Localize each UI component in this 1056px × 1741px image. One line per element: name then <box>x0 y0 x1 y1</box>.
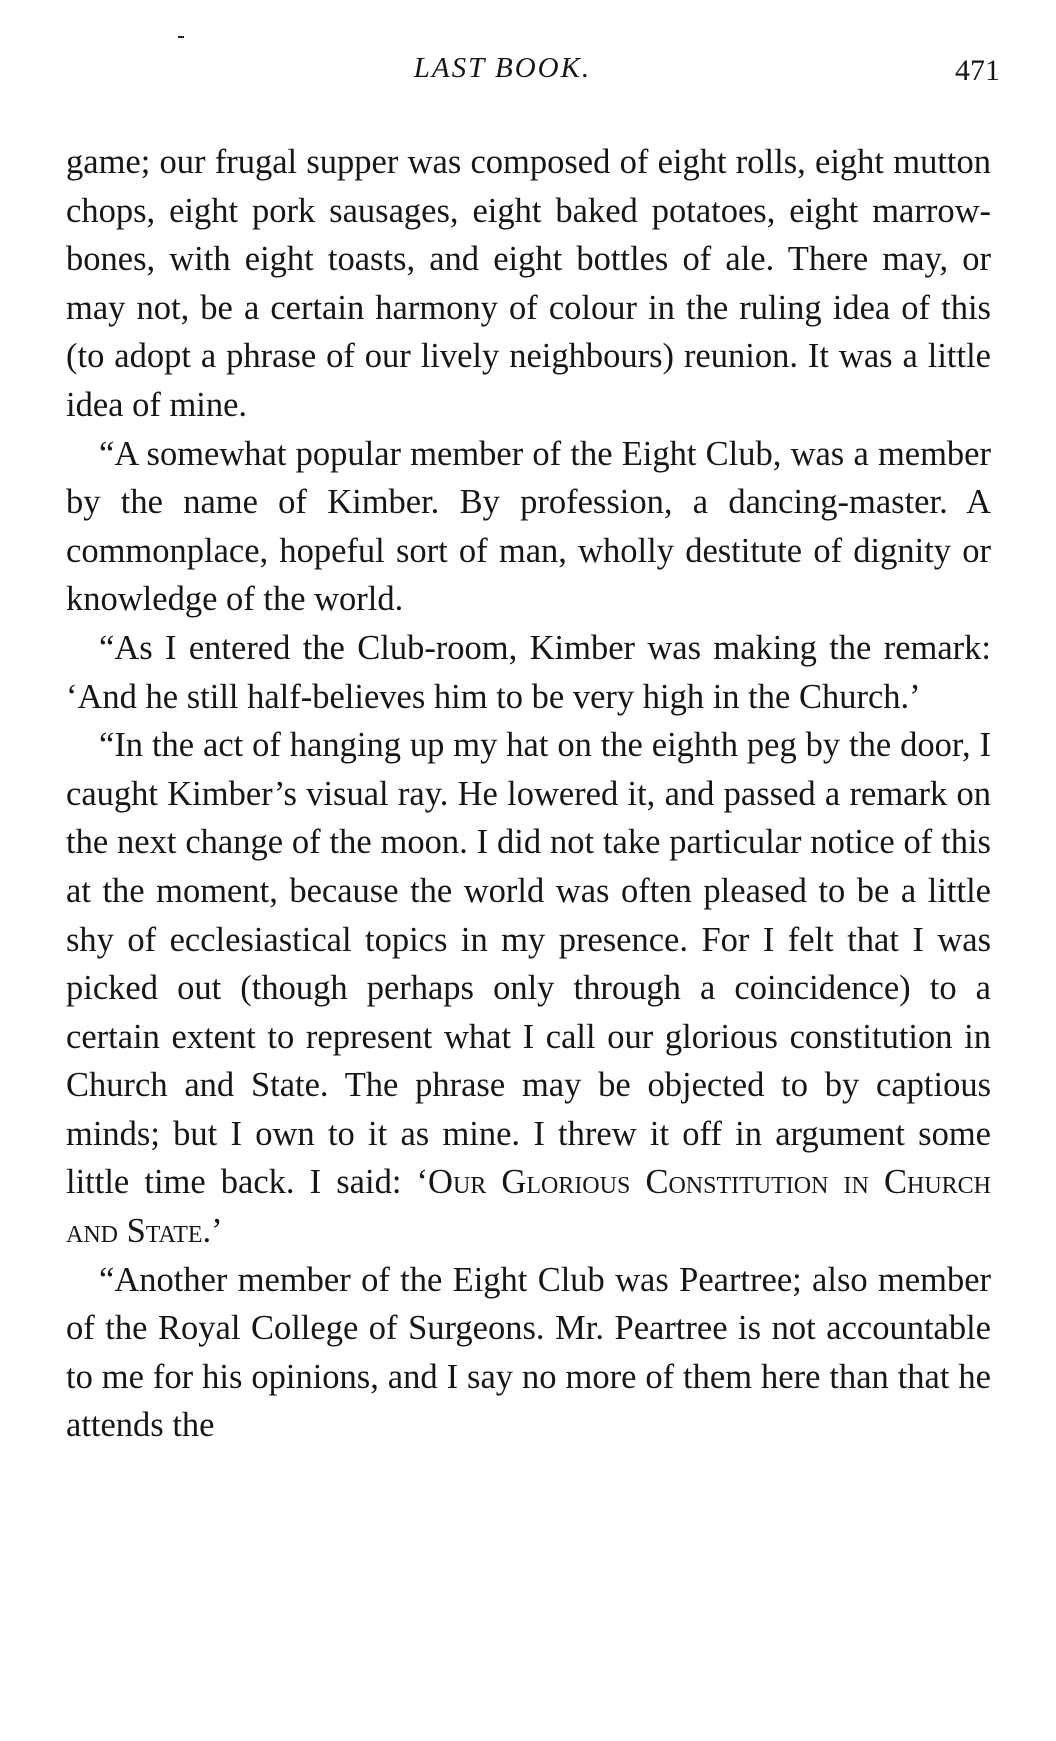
paragraph: “As I entered the Club-room, Kimber was making the remark: ‘And he still half-believes him to be very high in the Church.’ <box>66 628 991 716</box>
paragraph-text: “In the act of hanging up my hat on the eighth peg by the door, I caught Kimber’s visual ray. He lowered it, and passed a remark on the next change of the moon. I did not take particular notice of this at the moment, because the world was often pleased to be a little shy of ecclesiastical topics in my presence. For I felt that I was picked out (though perhaps only through a coincidence) to a certain extent to represent what I call our glorious constitution in Church and State. The phrase may be objected to by captious minds; but I own to it as mine. I threw it off in argument some little time back. I said: <box>66 726 991 1202</box>
page-header <box>60 52 1000 92</box>
page-number: 471 <box>955 54 1000 87</box>
paragraph: “A somewhat popular member of the Eight Club, was a member by the name of Kimber. By profession, a dancing-master. A commonplace, hopeful sort of man, wholly destitute of dignity or knowledge of the world. <box>66 434 991 619</box>
body-text <box>66 138 991 1450</box>
small-caps-quote: ‘Our Glorious Constitution in Church and State.’ <box>66 1163 991 1251</box>
print-speck <box>178 36 184 38</box>
running-head: LAST BOOK. <box>413 52 592 84</box>
paragraph <box>66 721 991 1256</box>
paragraph: “Another member of the Eight Club was Peartree; also member of the Royal College of Surgeons. Mr. Peartree is not accountable to me for his opinions, and I say no more of them here than that he attends the <box>66 1260 991 1445</box>
paragraph: game; our frugal supper was composed of eight rolls, eight mutton chops, eight pork sausages, eight baked potatoes, eight marrow-bones, with eight toasts, and eight bottles of ale. There may, or may not, be a certain harmony of colour in the ruling idea of this (to adopt a phrase of our lively neighbours) reunion. It was a little idea of mine. <box>66 143 991 424</box>
